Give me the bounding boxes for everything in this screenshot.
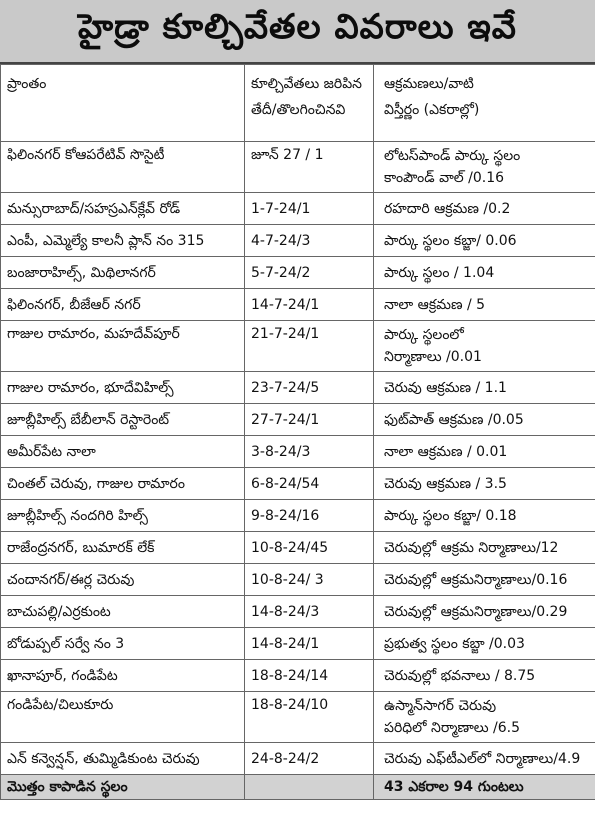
encroachment-line-2: కాంపౌండ్ వాల్ /0.16 xyxy=(384,170,505,186)
encroachment-line-1: పార్కు స్థలం కబ్జా/ 0.18 xyxy=(384,507,517,524)
cell-encroachment xyxy=(374,289,595,321)
cell-encroachment xyxy=(374,436,595,468)
cell-date: 6-8-24/54 xyxy=(245,468,374,500)
cell-area: బోడుప్పల్ సర్వే నం 3 xyxy=(1,628,245,660)
encroachment-line-1: లోటస్‌పాండ్ పార్కు స్థలం xyxy=(384,148,521,164)
cell-date: 14-7-24/1 xyxy=(245,289,374,321)
encroachment-line-1: చెరువుల్లో ఆక్రమనిర్మాణాలు/0.16 xyxy=(384,571,568,588)
table-row xyxy=(1,436,595,468)
cell-area: ఖానాపూర్, గండిపేట xyxy=(1,660,245,692)
cell-date: 9-8-24/16 xyxy=(245,500,374,532)
cell-encroachment xyxy=(374,193,595,225)
table-row xyxy=(1,321,595,372)
cell-area: ఎంపీ, ఎమ్మెల్యే కాలనీ ప్లాన్ నం 315 xyxy=(1,225,245,257)
cell-date: 14-8-24/3 xyxy=(245,596,374,628)
total-row xyxy=(1,775,595,800)
cell-encroachment xyxy=(374,628,595,660)
table-row xyxy=(1,596,595,628)
cell-encroachment xyxy=(374,596,595,628)
encroachment-line-1: నాలా ఆక్రమణ / 0.01 xyxy=(384,443,508,460)
cell-area: జూబ్లీహిల్స్ నందగిరి హిల్స్ xyxy=(1,500,245,532)
cell-encroachment xyxy=(374,321,595,372)
table-row xyxy=(1,372,595,404)
table-row xyxy=(1,660,595,692)
cell-area: గాజుల రామారం, భూదేవిహిల్స్ xyxy=(1,372,245,404)
cell-date: 3-8-24/3 xyxy=(245,436,374,468)
cell-area: అమీర్‌పేట నాలా xyxy=(1,436,245,468)
encroachment-line-1: పార్కు స్థలంలో xyxy=(384,327,464,343)
title-banner xyxy=(0,0,595,64)
cell-area: ఫిలింనగర్ కోఆపరేటివ్ సొసైటీ xyxy=(1,142,245,193)
cell-encroachment xyxy=(374,532,595,564)
cell-encroachment xyxy=(374,500,595,532)
table-row xyxy=(1,257,595,289)
encroachment-line-1: చెరువుల్లో ఆక్రమనిర్మాణాలు/0.29 xyxy=(384,603,568,620)
table-row xyxy=(1,500,595,532)
cell-date: 14-8-24/1 xyxy=(245,628,374,660)
table-row xyxy=(1,692,595,743)
encroachment-line-1: చెరువుల్లో భవనాలు / 8.75 xyxy=(384,667,536,684)
cell-area: జూబ్లీహిల్స్ బేబీలాన్ రెస్టారెంట్ xyxy=(1,404,245,436)
encroachment-line-1: రహదారి ఆక్రమణ /0.2 xyxy=(384,200,511,217)
total-empty-cell xyxy=(245,775,374,800)
table-row xyxy=(1,142,595,193)
cell-area: బంజారాహిల్స్, మిథిలానగర్ xyxy=(1,257,245,289)
cell-date: 4-7-24/3 xyxy=(245,225,374,257)
cell-encroachment xyxy=(374,225,595,257)
cell-encroachment xyxy=(374,404,595,436)
encroachment-line-1: చెరువుల్లో ఆక్రమ నిర్మాణాలు/12 xyxy=(384,539,559,556)
cell-area: గండిపేట/చిలుకూరు xyxy=(1,692,245,743)
cell-encroachment xyxy=(374,372,595,404)
encroachment-line-1: పార్కు స్థలం / 1.04 xyxy=(384,264,495,281)
cell-encroachment xyxy=(374,660,595,692)
cell-encroachment xyxy=(374,743,595,775)
demolition-table xyxy=(0,64,595,800)
cell-area: చింతల్ చెరువు, గాజుల రామారం xyxy=(1,468,245,500)
total-value: 43 ఎకరాల 94 గుంటలు xyxy=(374,775,595,800)
header-encroachment: ఆక్రమణలు/వాటి విస్తీర్ణం (ఎకరాల్లో) xyxy=(374,65,595,142)
table-row xyxy=(1,404,595,436)
table-row xyxy=(1,193,595,225)
cell-date: 10-8-24/ 3 xyxy=(245,564,374,596)
table-row xyxy=(1,225,595,257)
encroachment-line-1: ప్రభుత్వ స్థలం కబ్జా /0.03 xyxy=(384,635,525,652)
encroachment-line-1: పార్కు స్థలం కబ్జా/ 0.06 xyxy=(384,232,517,249)
table-row xyxy=(1,628,595,660)
cell-area: గాజుల రామారం, మహదేవ్‌పూర్ xyxy=(1,321,245,372)
cell-date: 1-7-24/1 xyxy=(245,193,374,225)
header-area: ప్రాంతం xyxy=(1,65,245,142)
page-title: హైడ్రా కూల్చివేతల వివరాలు ఇవే xyxy=(78,7,517,47)
cell-area: చందానగర్/ఈర్ల చెరువు xyxy=(1,564,245,596)
cell-date: 24-8-24/2 xyxy=(245,743,374,775)
cell-area: ఎన్ కన్వెన్షన్, తుమ్మిడికుంట చెరువు xyxy=(1,743,245,775)
total-label: మొత్తం కాపాడిన స్థలం xyxy=(1,775,245,800)
cell-date: 18-8-24/10 xyxy=(245,692,374,743)
header-date: కూల్చివేతలు జరిపిన తేదీ/తొలగించినవి xyxy=(245,65,374,142)
table-row xyxy=(1,532,595,564)
cell-date: 27-7-24/1 xyxy=(245,404,374,436)
encroachment-line-2: పరిధిలో నిర్మాణాలు /6.5 xyxy=(384,720,521,736)
encroachment-line-2: నిర్మాణాలు /0.01 xyxy=(384,349,482,365)
encroachment-line-1: చెరువు ఎఫ్‌టీఎల్‌లో నిర్మాణాలు/4.9 xyxy=(384,750,581,767)
encroachment-line-1: నాలా ఆక్రమణ / 5 xyxy=(384,296,486,313)
cell-encroachment xyxy=(374,564,595,596)
cell-encroachment xyxy=(374,257,595,289)
cell-area: బాచుపల్లి/ఎర్రకుంట xyxy=(1,596,245,628)
cell-date: 5-7-24/2 xyxy=(245,257,374,289)
cell-date: 21-7-24/1 xyxy=(245,321,374,372)
encroachment-line-1: ఫుట్‌పాత్ ఆక్రమణ /0.05 xyxy=(384,411,524,428)
table-row xyxy=(1,743,595,775)
cell-encroachment xyxy=(374,142,595,193)
table-body xyxy=(1,142,595,775)
cell-date: జూన్ 27 / 1 xyxy=(245,142,374,193)
encroachment-line-1: చెరువు ఆక్రమణ / 1.1 xyxy=(384,379,507,396)
table-header-row xyxy=(1,65,595,142)
table-row xyxy=(1,564,595,596)
encroachment-line-1: చెరువు ఆక్రమణ / 3.5 xyxy=(384,475,507,492)
table-row xyxy=(1,289,595,321)
cell-date: 18-8-24/14 xyxy=(245,660,374,692)
cell-area: రాజేంద్రనగర్, బుమారక్ లేక్ xyxy=(1,532,245,564)
cell-area: మన్సురాబాద్/సహస్రఎన్‌క్లేవ్ రోడ్ xyxy=(1,193,245,225)
cell-date: 10-8-24/45 xyxy=(245,532,374,564)
cell-date: 23-7-24/5 xyxy=(245,372,374,404)
encroachment-line-1: ఉస్మాన్‌సాగర్ చెరువు xyxy=(384,698,497,714)
cell-encroachment xyxy=(374,468,595,500)
cell-encroachment xyxy=(374,692,595,743)
table-row xyxy=(1,468,595,500)
cell-area: ఫిలింనగర్, బీజేఆర్ నగర్ xyxy=(1,289,245,321)
